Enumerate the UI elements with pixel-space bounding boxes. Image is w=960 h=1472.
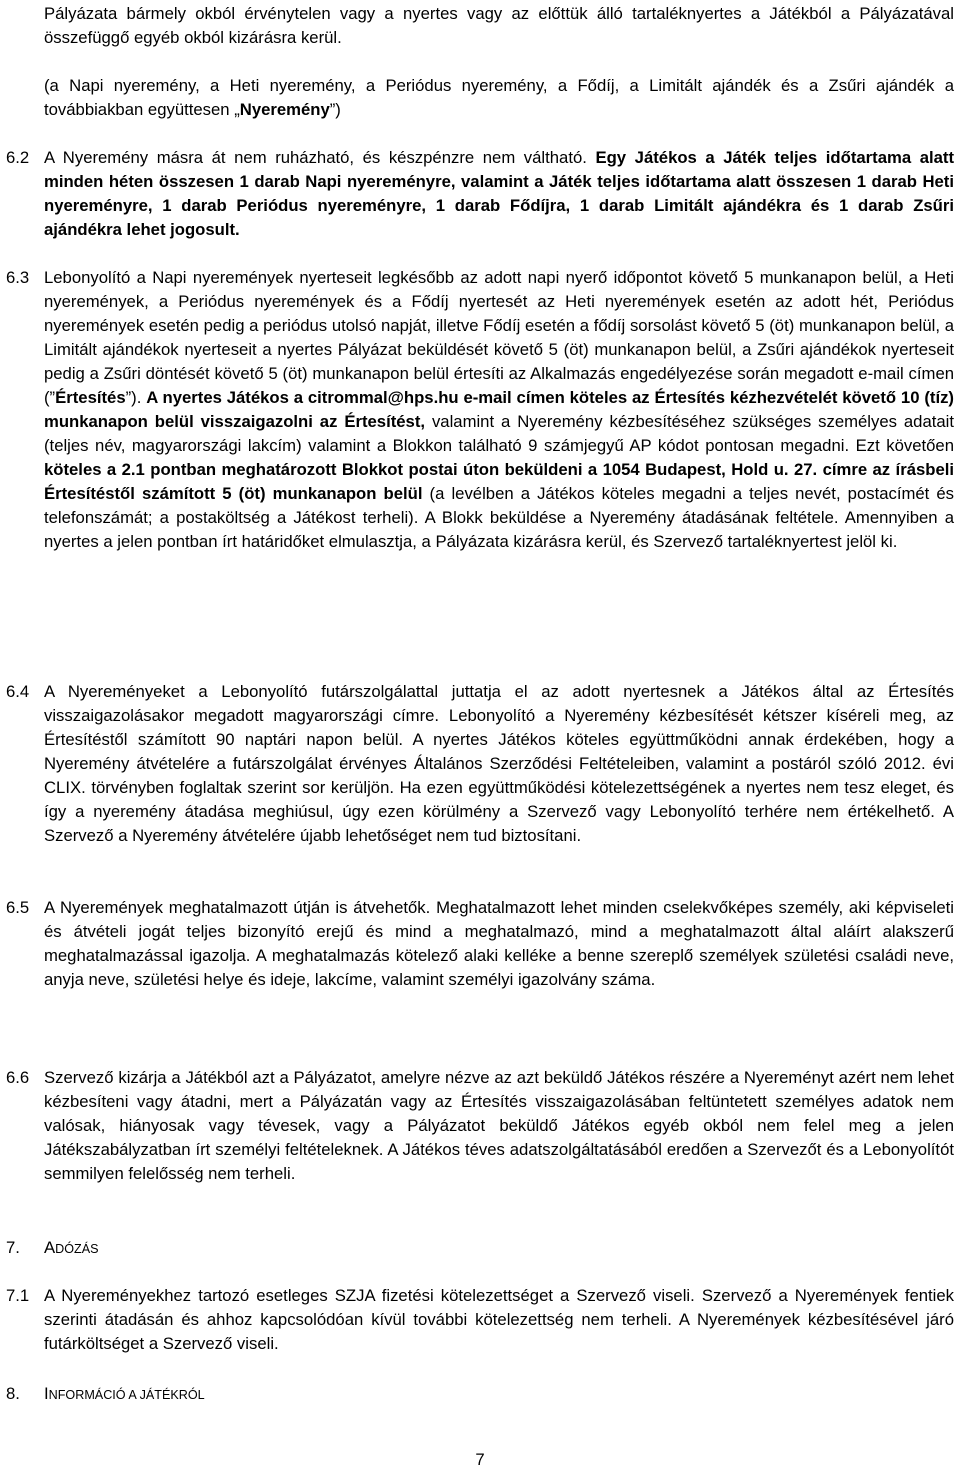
- section-number: 6.2: [6, 148, 30, 167]
- section-number: 7.1: [6, 1286, 30, 1305]
- heading-8: [6, 1382, 954, 1407]
- section-6-3-text-2: ”).: [125, 388, 147, 407]
- section-6-3-bold-1: A nyertes Játékos a citrommal@hps.hu e-mail címen köteles az Értesítés kézhezvételét követő 10 (tíz) munkanapon belül visszaigazolni az Értesítést,: [44, 388, 954, 431]
- section-6-2-text: A Nyeremény másra át nem ruházható, és készpénzre nem váltható.: [44, 148, 596, 167]
- section-6-3-bold-2: köteles a 2.1 pontban meghatározott Blokkot postai úton beküldeni a 1054 Budapest, Hold u. 27. címre az írásbeli Értesítéstől számított 5 (öt) munkanapon belül: [44, 460, 954, 503]
- section-number: 6.5: [6, 898, 30, 917]
- section-6-5: [6, 896, 954, 992]
- intro-paragraph-1: Pályázata bármely okból érvénytelen vagy a nyertes vagy az előttük álló tartaléknyertes a Játékból a Pályázatával összefüggő egyéb okból kizárásra kerül.: [44, 4, 954, 47]
- section-6-2: [6, 146, 954, 242]
- intro-text-a: (a Napi nyeremény, a Heti nyeremény, a Periódus nyeremény, a Fődíj, a Limitált ajándék és a Zsűri ajándék a továbbiakban együttesen „: [44, 76, 954, 119]
- section-6-3-text-3: valamint a Nyeremény kézbesítéséhez szükséges személyes adatait (teljes név, magyarországi lakcím) valamint a Blokkon található 9 számjegyű AP kódot pontosan megadni. Ezt követően: [44, 412, 955, 455]
- heading-8-initial: I: [44, 1384, 49, 1403]
- section-6-3-text-1: Lebonyolító a Napi nyeremények nyerteseit legkésőbb az adott napi nyerő időpontot követő 5 munkanapon belül, a Heti nyeremények, a Periódus nyeremények és a Fődíj nyertesét az Heti nyeremények esetén az adott hét, Periódus nyeremények esetén pedig a periódus utolsó napját, illetve Fődíj esetén a fődíj sorsolást követő 5 (öt) munkanapon belül, a Limitált ajándékok nyerteseit a nyertes Pályázat beküldését követő 5 (öt) munkanapon belül, a Zsűri ajándékok nyerteseit pedig a Zsűri döntését követő 5 (öt) munkanapon belül értesíti az Alkalmazás engedélyezése során megadott e-mail címen (”: [44, 268, 954, 407]
- heading-number: 7.: [6, 1238, 20, 1257]
- heading-7-rest: DÓZÁS: [55, 1242, 99, 1256]
- intro-text-c: ”): [329, 100, 341, 119]
- section-6-2-bold: Egy Játékos a Játék teljes időtartama alatt minden héten összesen 1 darab Napi nyereményre, valamint a Játék teljes időtartama alatt összesen 1 darab Heti nyereményre, 1 darab Periódus nyereményre, 1 darab Fődíjra, 1 darab Limitált ajándékra és 1 darab Zsűri ajándékra lehet jogosult.: [44, 148, 955, 239]
- heading-7: [6, 1236, 954, 1261]
- section-6-5-text: A Nyeremények meghatalmazott útján is átvehetők. Meghatalmazott lehet minden cselekvőképes személy, aki képviseleti és átvételi jogát teljes bizonyító erejű és mind a meghatalmazó, mind a meghatalmazott által aláírt alakszerű meghatalmazással igazolja. A meghatalmazás kötelező alaki kelléke a benne szereplő személyek születési családi neve, anyja neve, születési helye és ideje, lakcíme, valamint személyi igazolvány száma.: [44, 898, 954, 989]
- section-6-6-text: Szervező kizárja a Játékból azt a Pályázatot, amelyre nézve az azt beküldő Játékos részére a Nyereményt azért nem lehet kézbesíteni vagy átadni, mert a Pályázatán vagy az Értesítés visszaigazolásában feltüntetett személyes adatok nem valósak, hiányosak vagy tévesek, vagy a Pályázatot beküldő Játékos egyéb okból nem felel meg a jelen Játékszabályzatban írt személyi feltételeknek. A Játékos téves adatszolgáltatásából eredően a Szervezőt és a Lebonyolítót semmilyen felelősség nem terheli.: [44, 1068, 954, 1183]
- section-6-6: [6, 1066, 954, 1186]
- section-6-4-text: A Nyereményeket a Lebonyolító futárszolgálattal juttatja el az adott nyertesnek a Játékos által az Értesítés visszaigazolásakor megadott magyarországi címre. Lebonyolító a Nyeremény kézbesítését kétszer kíséreli meg, az Értesítéstől számított 90 naptári napon belül. A nyertes Játékos köteles együttműködni annak érdekében, hogy a Nyeremény átvételére a futárszolgálat érvényes Általános Szerződési Feltételeiben, valamint a postáról szóló 2012. évi CLIX. törvényben foglaltak szerint sor kerüljön. Ha ezen együttműködési kötelezettségének a nyertes nem tesz eleget, és így a nyeremény átadása meghiúsul, úgy ezen körülmény a Szervező vagy Lebonyolító terhére nem értékelhető. A Szervező a Nyeremény átvételére újabb lehetőséget nem tud biztosítani.: [44, 682, 954, 845]
- section-number: 6.4: [6, 682, 30, 701]
- section-7-1: [6, 1284, 954, 1356]
- section-number: 6.3: [6, 268, 30, 287]
- section-6-3: [6, 266, 954, 554]
- section-6-3-text-4: (a levélben a Játékos köteles megadni a teljes nevét, postacímét és telefonszámát; a postaköltség a Játékost terheli). A Blokk beküldése a Nyeremény átadásának feltétele. Amennyiben a nyertes a jelen pontban írt határidőket elmulasztja, a Pályázata kizárásra kerül, és Szervező tartaléknyertest jelöl ki.: [44, 484, 954, 551]
- intro-paragraph-2: [6, 74, 954, 122]
- section-number: 6.6: [6, 1068, 30, 1087]
- heading-8-rest: NFORMÁCIÓ A JÁTÉKRÓL: [48, 1388, 205, 1402]
- page-number: 7: [475, 1450, 485, 1469]
- section-6-4: [6, 680, 954, 848]
- section-7-1-text: A Nyereményekhez tartozó esetleges SZJA fizetési kötelezettséget a Szervező viseli. Szervező a Nyeremények fentiek szerinti átadásán és ahhoz kapcsolódóan kívül további kötelezettség nem terheli. A Nyeremények kézbesítésével járó futárköltséget a Szervező viseli.: [44, 1286, 954, 1353]
- heading-number: 8.: [6, 1384, 20, 1403]
- ertesites-term: Értesítés: [55, 388, 126, 407]
- nyeremeny-term: Nyeremény: [239, 100, 330, 119]
- heading-7-initial: A: [44, 1238, 56, 1257]
